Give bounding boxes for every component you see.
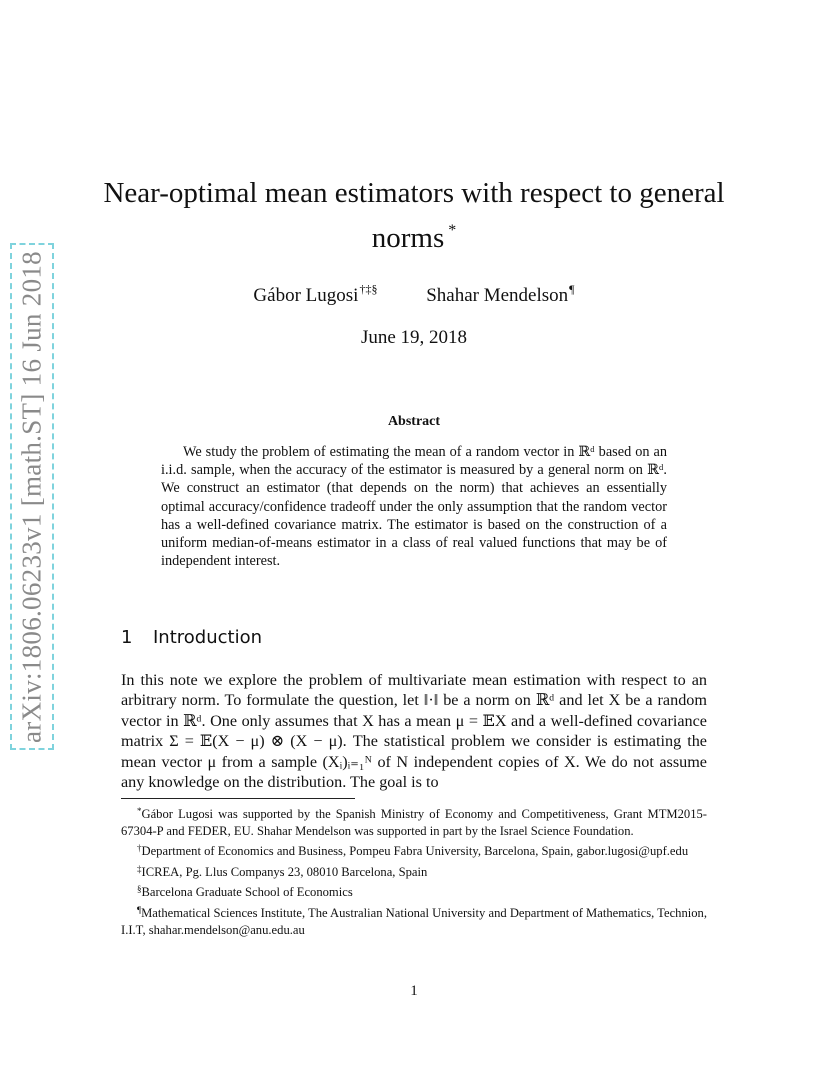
author-name: Shahar Mendelson bbox=[426, 285, 569, 306]
author-mendelson bbox=[426, 282, 574, 307]
paper-date: June 19, 2018 bbox=[360, 327, 468, 348]
footnote bbox=[121, 803, 707, 839]
section-number: 1 bbox=[121, 627, 133, 648]
footnote-text: Gábor Lugosi was supported by the Spanish Ministry of Economy and Competitiveness, Grant MTM2015-67304-P and FEDER, EU. Shahar Mendelson was supported in part by the Israel Science Foundation. bbox=[121, 807, 707, 838]
footnote-text: Mathematical Sciences Institute, The Australian National University and Department of Mathematics, Technion, I.I.T, shahar.mendelson@anu.edu.au bbox=[121, 905, 707, 937]
page-number: 1 bbox=[410, 983, 418, 999]
footnotes bbox=[121, 803, 707, 939]
introduction-text: In this note we explore the problem of multivariate mean estimation with respect to an arbitrary norm. To formulate the question, let ‖·‖ be a norm on ℝᵈ and let X be a random vector in ℝᵈ. One only assumes that X has a mean μ = 𝔼X and a well-defined covariance matrix Σ = 𝔼(X − μ) ⊗ (X − μ). The statistical problem we consider is estimating the mean vector μ from a sample (Xᵢ)ᵢ₌₁ᴺ of N independent copies of X. We do not assume any knowledge on the distribution. The goal is to bbox=[121, 671, 707, 792]
footnote-mark: ¶ bbox=[137, 904, 142, 915]
footnote bbox=[121, 840, 707, 860]
footnote-text: Department of Economics and Business, Pompeu Fabra University, Barcelona, Spain, gabor.lugosi@upf.edu bbox=[141, 844, 689, 859]
author-affiliation-marks: ¶ bbox=[569, 282, 575, 296]
footnote-mark: § bbox=[137, 884, 142, 895]
abstract-heading: Abstract bbox=[387, 414, 441, 429]
footnote-divider bbox=[121, 798, 355, 799]
footnote-mark: † bbox=[137, 843, 142, 854]
author-affiliation-marks: †‡§ bbox=[359, 282, 378, 296]
abstract-text: We study the problem of estimating the mean of a random vector in ℝᵈ based on an i.i.d. sample, when the accuracy of the estimator is measured by a general norm on ℝᵈ. We construct an estimator (that depends on the norm) that achieves an essentially optimal accuracy/confidence tradeoff under the only assumption that the random vector has a well-defined covariance matrix. The estimator is based on the construction of a uniform median-of-means estimator in a class of real valued functions that may be of independent interest. bbox=[161, 444, 667, 570]
section-title: Introduction bbox=[153, 627, 263, 648]
author-list bbox=[0, 282, 828, 307]
footnote bbox=[121, 902, 707, 938]
footnote-mark: * bbox=[137, 806, 142, 816]
footnote-text: ICREA, Pg. Llus Companys 23, 08010 Barcelona, Spain bbox=[141, 864, 428, 879]
arxiv-identifier: arXiv:1806.06233v1 [math.ST] 16 Jun 2018 bbox=[16, 250, 47, 743]
paper-title bbox=[100, 174, 728, 257]
footnote bbox=[121, 861, 707, 881]
paper-title-text: Near-optimal mean estimators with respect to general norms bbox=[103, 177, 725, 254]
arxiv-stamp bbox=[10, 243, 54, 750]
footnote-mark: ‡ bbox=[137, 863, 142, 874]
author-name: Gábor Lugosi bbox=[253, 285, 359, 306]
footnote-text: Barcelona Graduate School of Economics bbox=[141, 885, 353, 900]
title-footnote-mark: * bbox=[448, 222, 457, 239]
author-lugosi bbox=[253, 282, 377, 307]
footnote bbox=[121, 881, 707, 901]
section-heading bbox=[121, 627, 262, 648]
